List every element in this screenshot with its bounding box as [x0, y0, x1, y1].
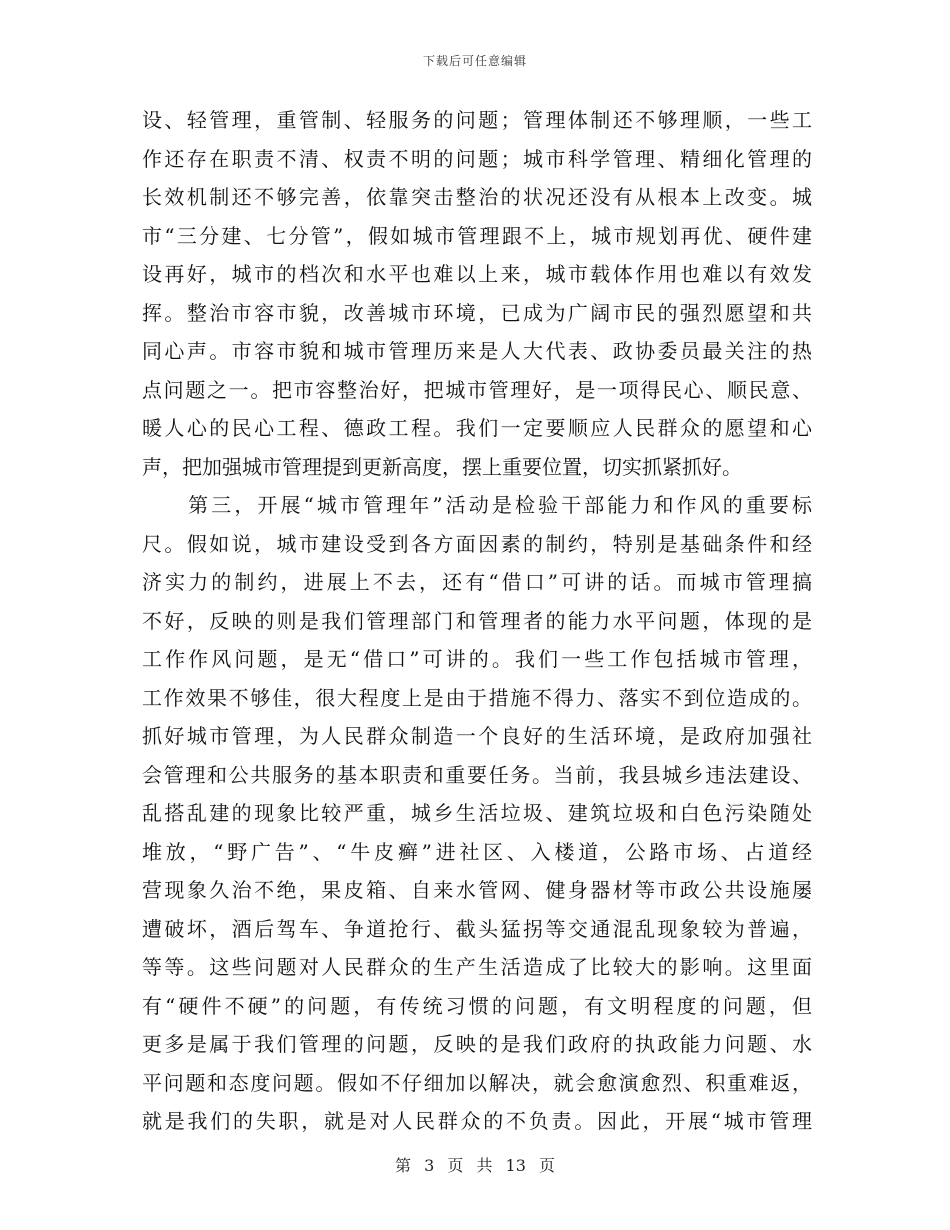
- body-line: 挥。整治市容市貌，改善城市环境，已成为广阔市民的强烈愿望和共: [142, 300, 812, 325]
- body-line: 济实力的制约，进展上不去，还有“借口”可讲的话。而城市管理搞: [142, 570, 812, 594]
- body-line: 不好，反映的则是我们管理部门和管理者的能力水平问题，体现的是: [142, 608, 812, 633]
- body-line: 工作效果不够佳，很大程度上是由于措施不得力、落实不到位造成的。: [142, 685, 812, 710]
- body-line: 会管理和公共服务的基本职责和重要任务。当前，我县城乡违法建设、: [142, 762, 812, 787]
- body-line: 同心声。市容市貌和城市管理历来是人大代表、政协委员最关注的热: [142, 339, 812, 363]
- body-line: 第三，开展“城市管理年”活动是检验干部能力和作风的重要标: [142, 493, 812, 517]
- body-line: 尺。假如说，城市建设受到各方面因素的制约，特别是基础条件和经: [142, 531, 812, 556]
- body-line: 市“三分建、七分管”，假如城市管理跟不上，城市规划再优、硬件建: [142, 223, 812, 248]
- page-number-footer: 第 3 页 共 13 页: [395, 1156, 555, 1175]
- body-line: 更多是属于我们管理的问题，反映的是我们政府的执政能力问题、水: [142, 1032, 812, 1056]
- body-line: 作还存在职责不清、权责不明的问题；城市科学管理、精细化管理的: [142, 146, 812, 171]
- body-line: 点问题之一。把市容整治好，把城市管理好，是一项得民心、顺民意、: [142, 377, 812, 402]
- body-line: 乱搭乱建的现象比较严重，城乡生活垃圾、建筑垃圾和白色污染随处: [142, 801, 812, 825]
- document-body: [142, 101, 812, 1141]
- body-line: 抓好城市管理，为人民群众制造一个良好的生活环境，是政府加强社: [142, 724, 812, 748]
- body-line: 长效机制还不够完善，依靠突击整治的状况还没有从根本上改变。城: [142, 185, 812, 209]
- body-line: 营现象久治不绝，果皮箱、自来水管网、健身器材等市政公共设施屡: [142, 878, 812, 902]
- page-header: 下载后可任意编辑: [422, 54, 527, 68]
- body-line: 工作作风问题，是无“借口”可讲的。我们一些工作包括城市管理，: [142, 647, 812, 671]
- body-line: 就是我们的失职，就是对人民群众的不负责。因此，开展“城市管理: [142, 1109, 812, 1133]
- body-line: 遭破坏，酒后驾车、争道抢行、截头猛拐等交通混乱现象较为普遍，: [142, 916, 812, 941]
- body-line: 设再好，城市的档次和水平也难以上来，城市载体作用也难以有效发: [142, 262, 812, 286]
- body-line: 设、轻管理，重管制、轻服务的问题；管理体制还不够理顺，一些工: [142, 108, 812, 132]
- body-line: 有“硬件不硬”的问题，有传统习惯的问题，有文明程度的问题，但: [142, 993, 812, 1018]
- body-line: 暖人心的民心工程、德政工程。我们一定要顺应人民群众的愿望和心: [142, 416, 812, 440]
- body-line: 等等。这些问题对人民群众的生产生活造成了比较大的影响。这里面: [142, 955, 812, 979]
- body-line: 堆放，“野广告”、“牛皮癣”进社区、入楼道，公路市场、占道经: [142, 839, 812, 864]
- body-line: 平问题和态度问题。假如不仔细加以解决，就会愈演愈烈、积重难返，: [142, 1070, 812, 1095]
- body-line: 声，把加强城市管理提到更新高度，摆上重要位置，切实抓紧抓好。: [142, 454, 742, 479]
